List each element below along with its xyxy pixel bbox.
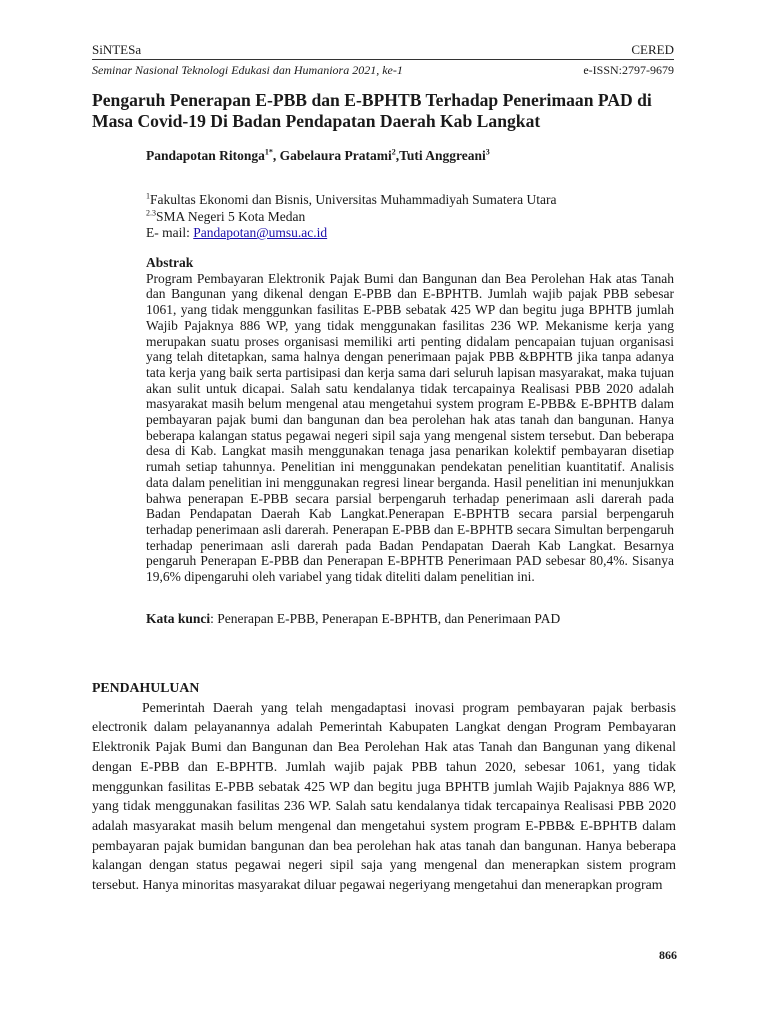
issn: e-ISSN:2797-9679 — [583, 63, 674, 77]
email-link[interactable]: Pandapotan@umsu.ac.id — [193, 225, 328, 240]
running-header — [92, 42, 674, 58]
conference-name: Seminar Nasional Teknologi Edukasi dan Humaniora 2021, ke-1 — [92, 63, 403, 77]
abstract-heading: Abstrak — [146, 255, 194, 270]
author-name: Gabelaura Pratami — [279, 148, 392, 163]
section-body: Pemerintah Daerah yang telah mengadaptasi inovasi program pembayaran pajak berbasis electronik dalam pelayanannya adalah Pemerintah Kabupaten Langkat dengan Program Pembayaran Elektronik Pajak Bumi dan Bangunan dan Bea Perolehan Hak atas Tanah dan Bangunan yang dikenal dengan E-PBB dan E-BPHTB. Jumlah wajib pajak PBB tahun 2020, sebesar 1061, yang tidak menggunkan fasilitas E-PBB sebatak 425 WP dan begitu juga BPHTB jumlah Wajib Pajaknya 886 WP, yang tidak menggunakan fasilitas 236 WP. Salah satu kendalanya tidak tercapainya Realisasi PBB 2020 adalah masyarakat masih belum mengenal dan mengetahui system program E-PBB& E-BPHTB dalam pembayaran pajak bumidan bangunan dan bea perolehan hak atas tanah dan bangunan. Hanya beberapa kalangan dengan status pegawai negeri sipil saja yang mengenal dan menerapkan sistem program tersebut. Hanya minoritas masyarakat diluar pegawai negeriyang mengetahui dan menerapkan program — [92, 699, 676, 893]
author-sup: 1* — [264, 147, 273, 157]
section-heading: PENDAHULUAN — [92, 680, 200, 695]
authors — [146, 148, 490, 164]
affil-text: Fakultas Ekonomi dan Bisnis, Universitas Muhammadiyah Sumatera Utara — [150, 192, 557, 207]
email-label: E- mail: — [146, 225, 194, 240]
header-rule — [92, 59, 674, 60]
affiliation-1 — [146, 192, 556, 209]
journal-short: CERED — [631, 42, 674, 57]
author-name: Pandapotan Ritonga — [146, 148, 265, 163]
affil-sup: 2.3 — [146, 208, 156, 217]
author-sep: , — [395, 148, 400, 163]
journal-name: SiNTESa — [92, 42, 142, 57]
author-sup: 3 — [485, 147, 490, 157]
affiliations — [146, 192, 556, 242]
affil-sup: 1 — [146, 191, 150, 201]
author-name: Tuti Anggreani — [399, 148, 486, 163]
paper-title: Pengaruh Penerapan E-PBB dan E-BPHTB Terhadap Penerimaan PAD di Masa Covid-19 Di Badan Pendapatan Daerah Kab Langkat — [92, 90, 652, 131]
affil-text: SMA Negeri 5 Kota Medan — [156, 208, 306, 224]
section-introduction — [92, 678, 676, 895]
abstract-body: Program Pembayaran Elektronik Pajak Bumi dan Bangunan dan Bea Perolehan Hak atas Tanah dan Bangunan yang dikenal dengan E-PBB dan E-BPHTB. Jumlah wajib pajak PBB sebesar 1061, yang tidak menggunkan fasilitas E-PBB sebatak 425 WP dan begitu juga BPHTB jumlah Wajib Pajaknya 886 WP, yang tidak menggunakan fasilitas 236 WP. Mekanisme kerja yang merupakan suatu proses organisasi memiliki arti penting didalam pencapaian tujuan organisasi yang telah ditetapkan, sama halnya dengan penerimaan pajak PBB &BPHTB jika tanpa adanya tata kerja yang baik serta partisipasi dan kerja sama dari seluruh lapisan masyarakat, maka tujuan akan sulit untuk dicapai. Salah satu kendalanya tidak tercapainya Realisasi PBB 2020 adalah masyarakat masih belum mengenal atau mengetahui system program E-PBB& E-BPHTB dalam pembayaran pajak bumi dan bangunan dan bea perolehan hak atas tanah dan bangunan. Hanya beberapa kalangan status pegawai negeri sipil saja yang mengenal sistem tersebut. Dan beberapa desa di Kab. Langkat masih menggunakan tenaga jasa penarikan kolektif pembayaran disetiap rumah setiap tahunnya. Penelitian ini menggunakan pendekatan penelitian kuantitatif. Analisis data dalam penelitian ini menggunakan regresi linear berganda. Hasil penelitian ini menunjukkan bahwa penerapan E-PBB secara parsial berpengaruh terhadap penerimaan asli darerah pada Badan Pendapatan Daerah Kab Langkat.Penerapan E-BPHTB secara parsial berpengaruh terhadap penerimaan asli darerah. Penerapan E-PBB dan E-BPHTB secara Simultan berpengaruh terhadap penerimaan asli darerah pada Badan Pendapatan Daerah Kab Langkat. Besarnya pengaruh Penerapan E-PBB dan Penerapan E-BPHTB Penerimaan PAD sebesar 80,4%. Sisanya 19,6% dipengaruhi oleh variabel yang tidak diteliti dalam penelitian ini. — [146, 270, 674, 585]
author-sup: 2 — [391, 147, 396, 157]
abstract — [146, 255, 674, 585]
email-line — [146, 225, 556, 242]
keywords-label: Kata kunci — [146, 611, 211, 626]
page-number: 866 — [659, 948, 677, 962]
conference-line — [92, 63, 674, 78]
author-sep: , — [272, 148, 280, 163]
keywords — [146, 611, 674, 627]
keywords-text: : Penerapan E-PBB, Penerapan E-BPHTB, dan Penerimaan PAD — [210, 611, 561, 626]
affiliation-2 — [146, 209, 556, 226]
